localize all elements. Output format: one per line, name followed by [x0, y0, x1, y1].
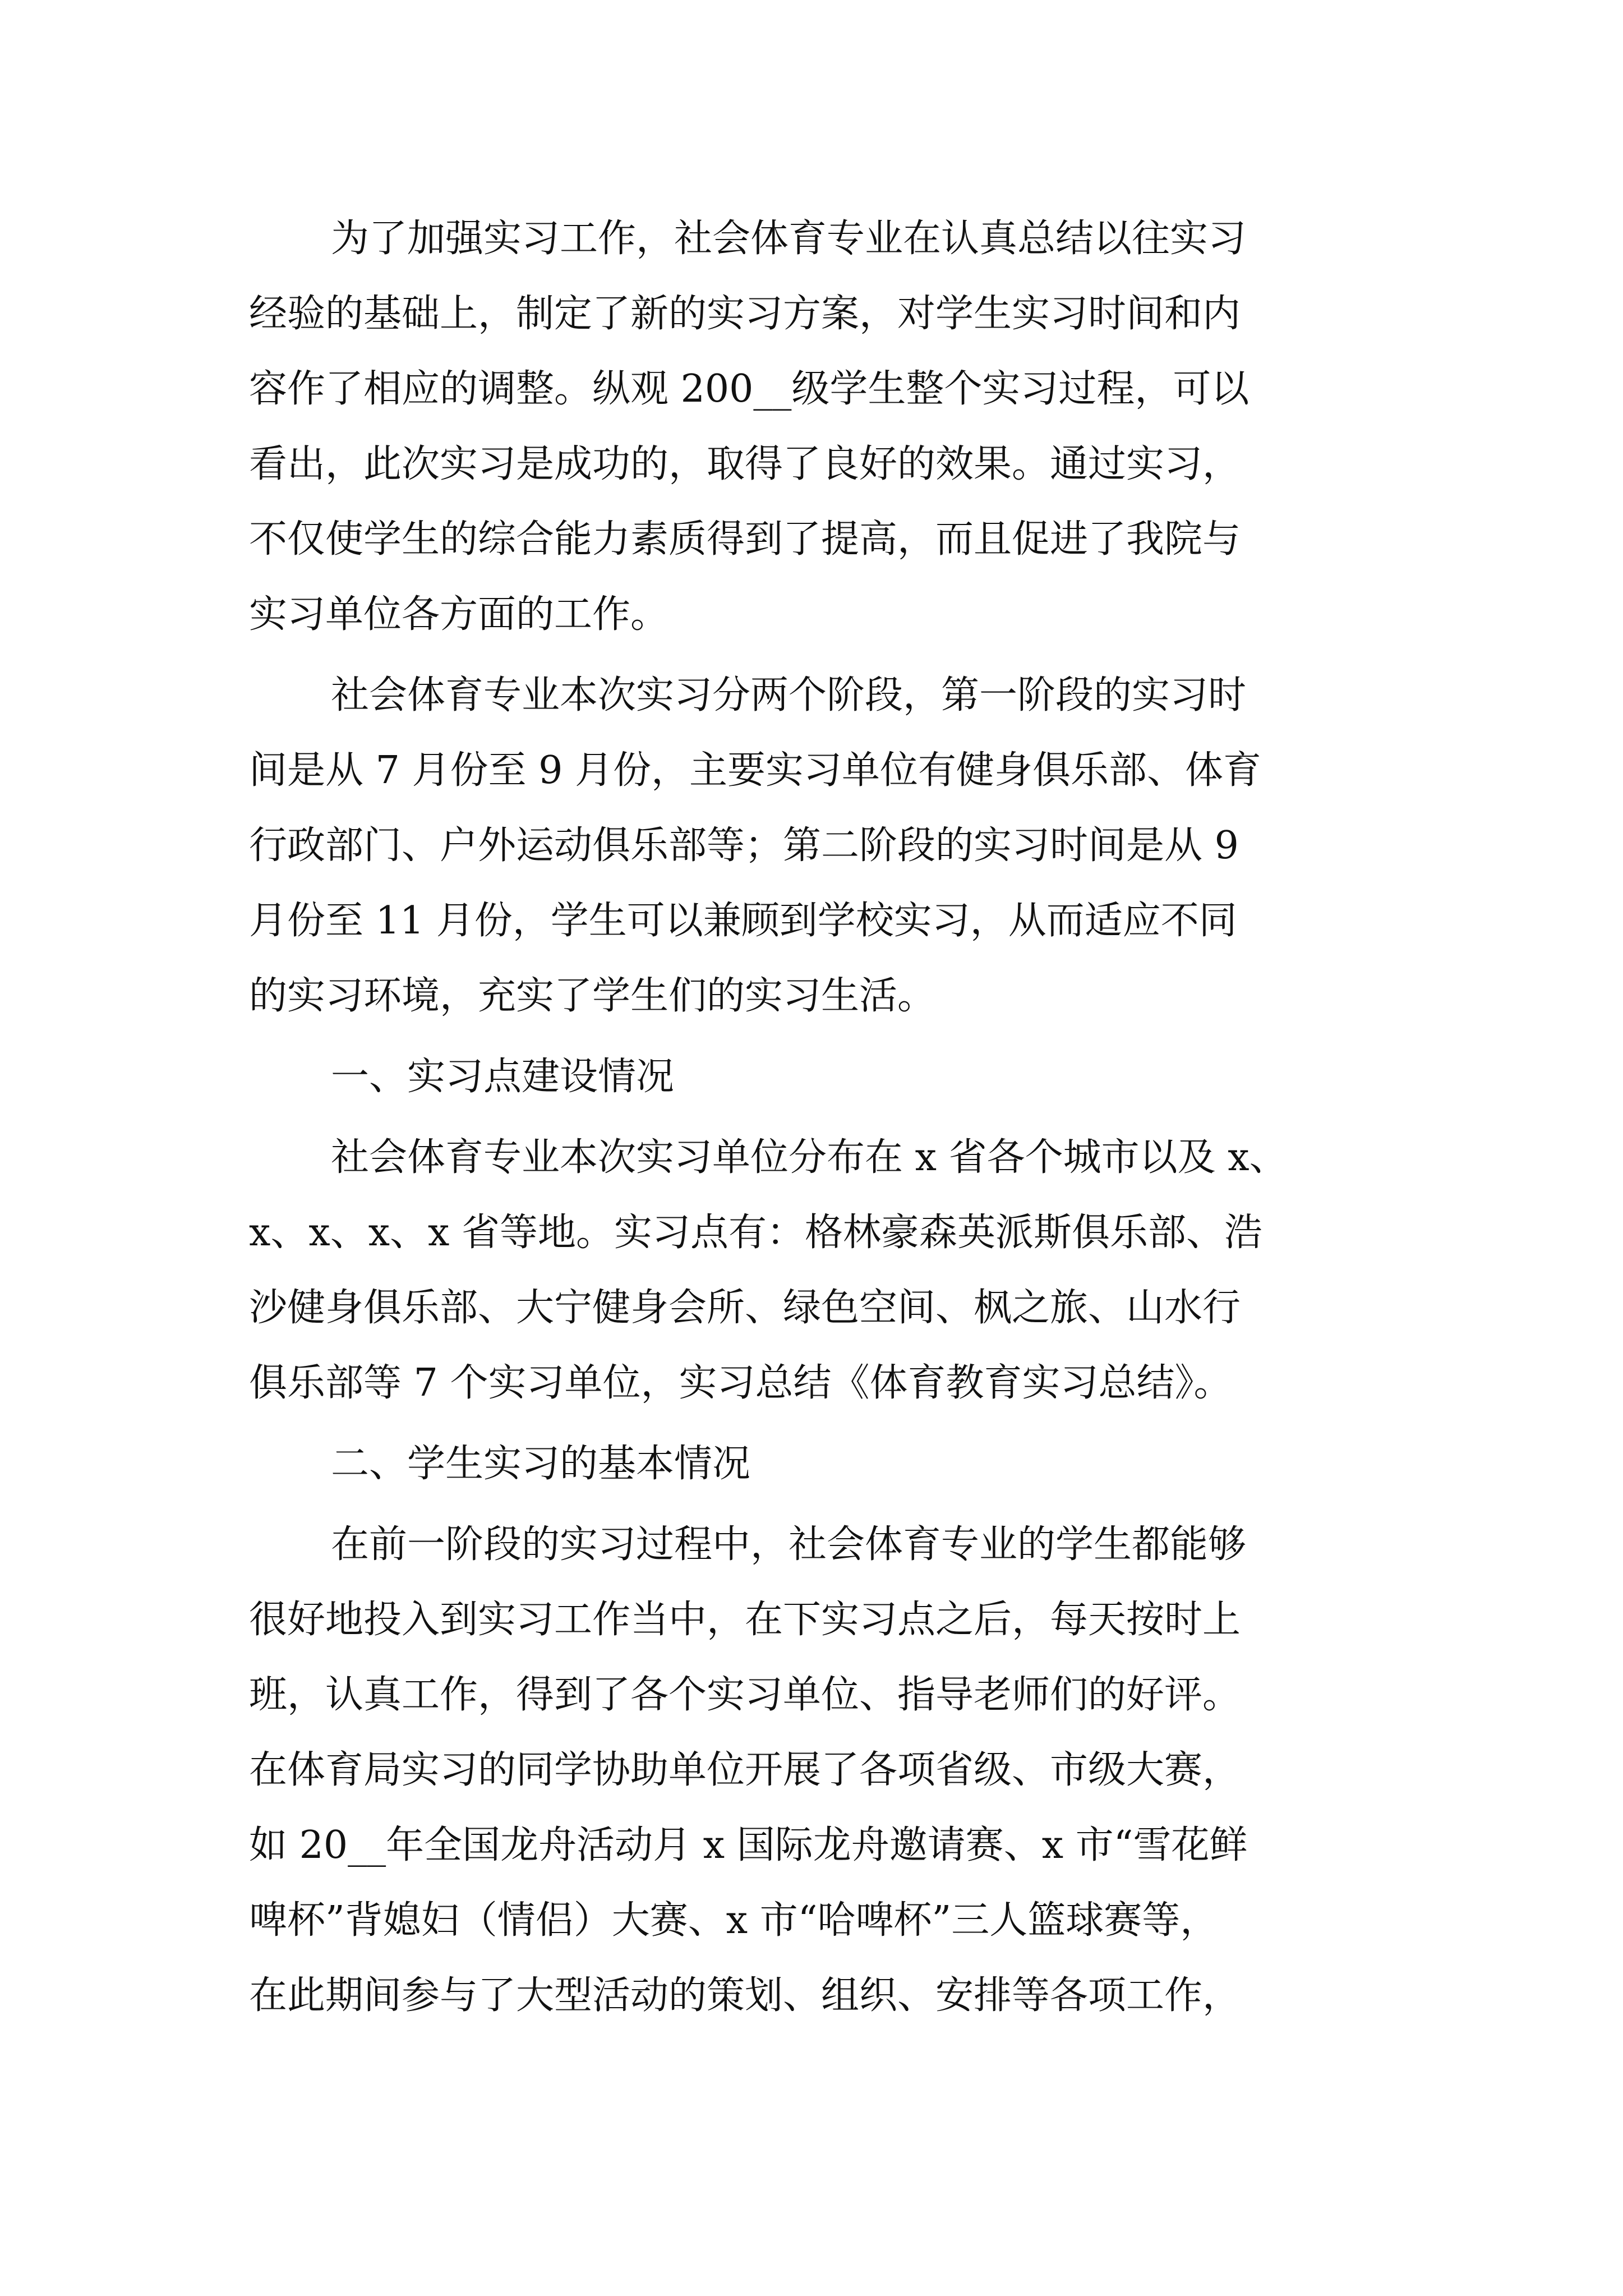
- text-line: 在此期间参与了大型活动的策划、组织、安排等各项工作，: [249, 1973, 1241, 2018]
- text-line: 间是从 7 月份至 9 月份，主要实习单位有健身俱乐部、体育: [249, 748, 1261, 793]
- text-line: 经验的基础上，制定了新的实习方案，对学生实习时间和内: [249, 292, 1241, 336]
- text-line: 看出，此次实习是成功的，取得了良好的效果。通过实习，: [249, 442, 1241, 486]
- text-line: 如 20__年全国龙舟活动月 x 国际龙舟邀请赛、x 市“雪花鲜: [249, 1823, 1248, 1867]
- text-line: 月份至 11 月份，学生可以兼顾到学校实习，从而适应不同: [249, 899, 1237, 943]
- text-line: 为了加强实习工作，社会体育专业在认真总结以往实习: [331, 217, 1247, 261]
- text-line: 啤杯”背媳妇（情侣）大赛、x 市“哈啤杯”三人篮球赛等，: [249, 1898, 1219, 1943]
- text-line: 沙健身俱乐部、大宁健身会所、绿色空间、枫之旅、山水行: [249, 1286, 1241, 1330]
- text-line: 在体育局实习的同学协助单位开展了各项省级、市级大赛，: [249, 1748, 1241, 1792]
- text-line: x、x、x、x 省等地。实习点有：格林豪森英派斯俱乐部、浩: [249, 1211, 1263, 1255]
- text-line: 行政部门、户外运动俱乐部等；第二阶段的实习时间是从 9: [249, 823, 1239, 868]
- text-line: 班，认真工作，得到了各个实习单位、指导老师们的好评。: [249, 1673, 1241, 1717]
- text-line: 实习单位各方面的工作。: [249, 592, 669, 637]
- text-line: 在前一阶段的实习过程中，社会体育专业的学生都能够: [331, 1522, 1247, 1567]
- section-heading: 一、实习点建设情况: [331, 1055, 675, 1099]
- text-line: 的实习环境，充实了学生们的实习生活。: [249, 974, 936, 1018]
- text-line: 社会体育专业本次实习单位分布在 x 省各个城市以及 x、: [331, 1135, 1288, 1180]
- text-line: 社会体育专业本次实习分两个阶段，第一阶段的实习时: [331, 673, 1247, 717]
- section-heading: 二、学生实习的基本情况: [331, 1442, 751, 1486]
- text-line: 俱乐部等 7 个实习单位，实习总结《体育教育实习总结》。: [249, 1361, 1232, 1405]
- text-line: 很好地投入到实习工作当中，在下实习点之后，每天按时上: [249, 1598, 1241, 1642]
- text-line: 容作了相应的调整。纵观 200__级学生整个实习过程，可以: [249, 367, 1249, 411]
- text-line: 不仅使学生的综合能力素质得到了提高，而且促进了我院与: [249, 517, 1241, 562]
